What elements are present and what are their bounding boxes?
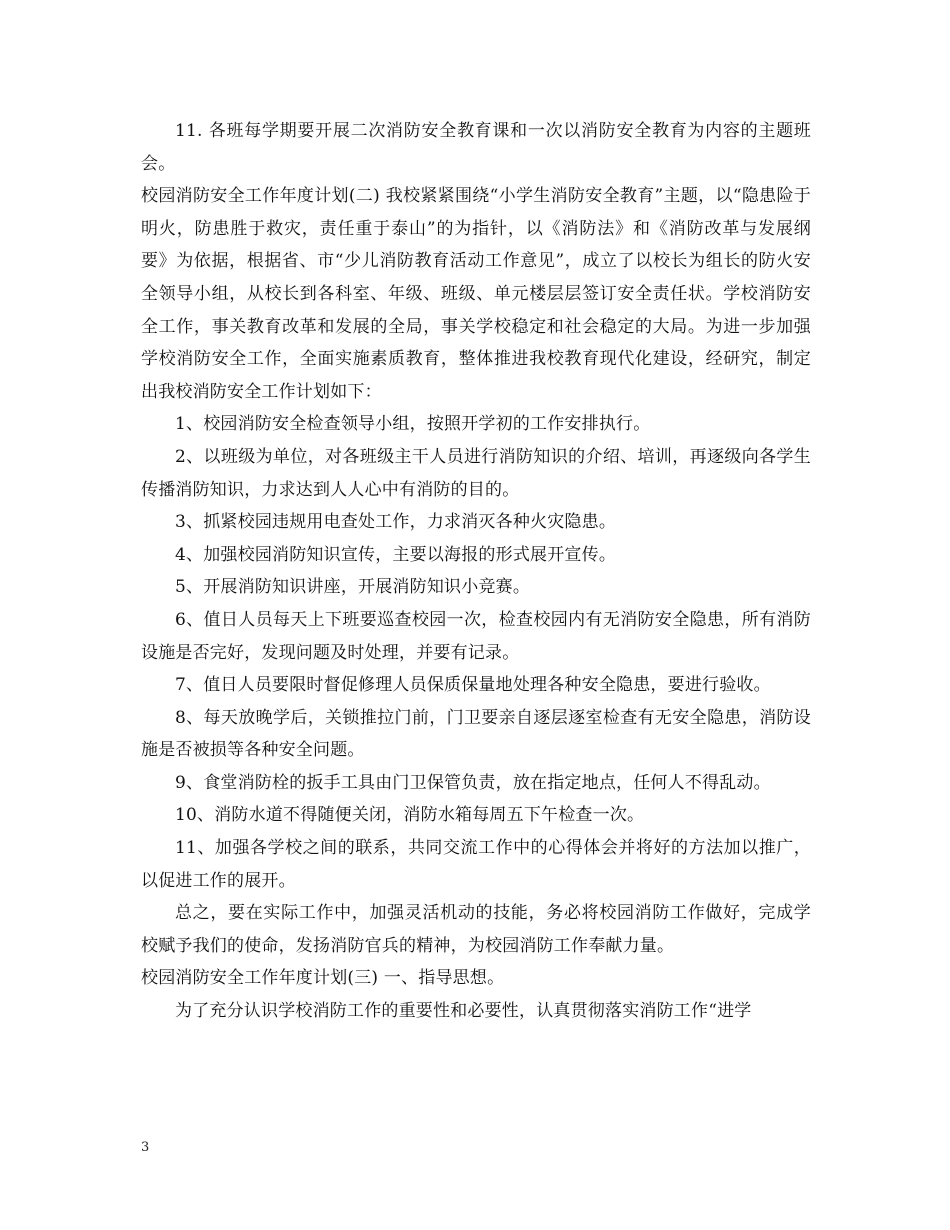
section-plan-three-subheading: 一、指导思想。 (383, 968, 505, 989)
document-body (141, 115, 811, 1028)
section-heading-plan-two: 校园消防安全工作年度计划(二) (141, 186, 380, 207)
list-item-2: 2、以班级为单位，对各班级主干人员进行消防知识的介绍、培训，再逐级向各学生传播消防知识，力求达到人人心中有消防的目的。 (141, 446, 811, 500)
list-item-8: 8、每天放晚学后，关锁推拉门前，门卫要亲自逐层逐室检查有无安全隐患，消防设施是否被损等各种安全问题。 (141, 707, 811, 761)
list-item-3: 3、抓紧校园违规用电查处工作，力求消灭各种火灾隐患。 (175, 512, 617, 533)
list-item-1: 1、校园消防安全检查领导小组，按照开学初的工作安排执行。 (175, 414, 651, 435)
list-item-5: 5、开展消防知识讲座，开展消防知识小竞赛。 (175, 577, 531, 598)
section-plan-three-paragraph (141, 962, 811, 995)
conclusion-paragraph: 总之，要在实际工作中，加强灵活机动的技能，务必将校园消防工作做好，完成学校赋予我们的使命，发扬消防官兵的精神，为校园消防工作奉献力量。 (141, 903, 811, 956)
list-item-9: 9、食堂消防栓的扳手工具由门卫保管负责，放在指定地点，任何人不得乱动。 (175, 772, 771, 793)
guiding-ideology-paragraph: 为了充分认识学校消防工作的重要性和必要性，认真贯彻落实消防工作“进学 (175, 1001, 752, 1022)
list-item-7: 7、值日人员要限时督促修理人员保质保量地处理各种安全隐患，要进行验收。 (175, 675, 771, 696)
section-plan-two-intro-text: 我校紧紧围绕“小学生消防安全教育”主题，以“隐患险于明火，防患胜于救灾，责任重于泰山”的为指针，以《消防法》和《消防改革与发展纲要》为依据，根据省、市“少儿消防教育活动工作意见”，成立了以校长为组长的防火安全领导小组，从校长到各科室、年级、班级、单元楼层层签订安全责任状。学校消防安全工作，事关教育改革和发展的全局，事关学校稳定和社会稳定的大局。为进一步加强学校消防安全工作，全面实施素质教育，整体推进我校教育现代化建设，经研究，制定出我校消防安全工作计划如下： (141, 186, 812, 402)
page-number: 3 (141, 1140, 150, 1155)
section-plan-two-paragraph (141, 180, 811, 408)
section-heading-plan-three: 校园消防安全工作年度计划(三) (141, 968, 379, 989)
paragraph-item-11-theme-class-meeting: 11. 各班每学期要开展二次消防安全教育课和一次以消防安全教育为内容的主题班会。 (141, 121, 811, 174)
list-item-11: 11、加强各学校之间的联系，共同交流工作中的心得体会并将好的方法加以推广，以促进工作的展开。 (141, 838, 811, 891)
list-item-6: 6、值日人员每天上下班要巡查校园一次，检查校园内有无消防安全隐患，所有消防设施是否完好，发现问题及时处理，并要有记录。 (141, 609, 811, 663)
list-item-10: 10、消防水道不得随便关闭，消防水箱每周五下午检查一次。 (175, 805, 645, 826)
list-item-4: 4、加强校园消防知识宣传，主要以海报的形式展开宣传。 (175, 544, 617, 565)
